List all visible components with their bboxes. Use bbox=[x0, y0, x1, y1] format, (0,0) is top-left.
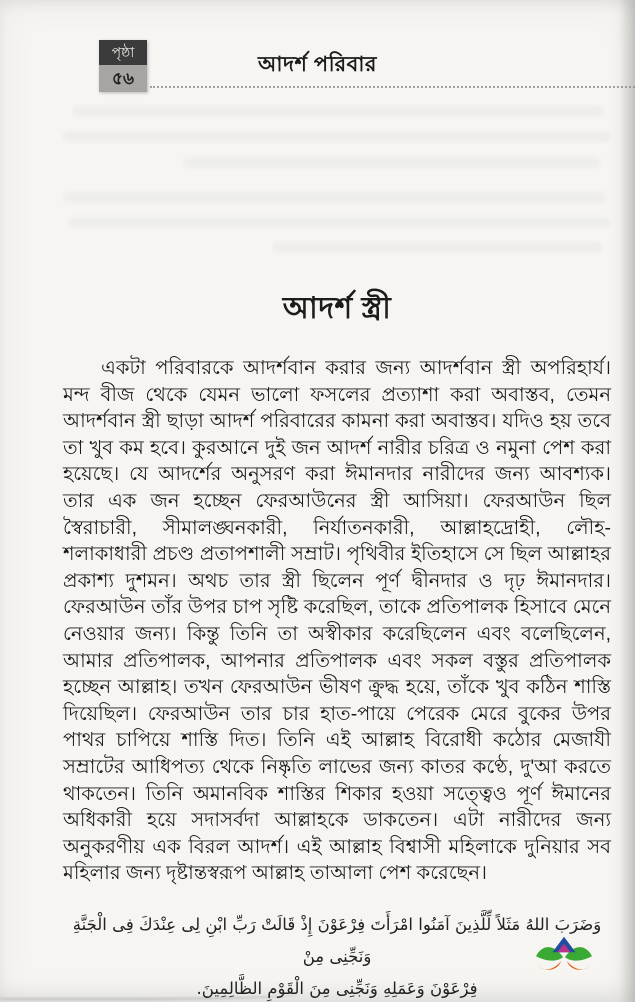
page-bleed-through bbox=[63, 100, 610, 260]
running-book-title: আদর্শ পরিবার bbox=[258, 53, 377, 76]
publisher-logo-icon bbox=[535, 934, 593, 986]
article-title: আদর্শ স্ত্রী bbox=[282, 292, 392, 325]
bleed-line bbox=[69, 217, 610, 228]
page-badge-label: পৃষ্ঠা bbox=[99, 40, 147, 65]
quran-verse-arabic bbox=[63, 909, 611, 1002]
article bbox=[63, 284, 611, 1002]
page-edge-shadow bbox=[619, 0, 635, 1002]
verse-line-2: فِرْعَوْنَ وَعَمَلِهِ وَنَجِّنِى مِنَ الْقَوْمِ الظَّالِمِينَ. bbox=[196, 978, 478, 998]
verse-line-1: وَضَرَبَ اللهُ مَثَلاً لِّلَّذِينَ آمَنُوا امْرَأَتَ فِرْعَوْنَ إِذْ قَالَتْ رَبِّ ابْنِ لِى عِنْدَكَ فِى الْجَنَّةِ وَنَجِّنِى مِنْ bbox=[72, 914, 602, 966]
bleed-line bbox=[63, 192, 606, 203]
bleed-line bbox=[63, 131, 610, 142]
header-dotted-rule bbox=[150, 86, 635, 88]
article-body-text: একটা পরিবারকে আদর্শবান করার জন্য আদর্শবান স্ত্রী অপরিহার্য। মন্দ বীজ থেকে যেমন ভালো ফসলের প্রত্যাশা করা অবাস্তব, তেমন আদর্শবান স্ত্রী ছাড়া আদর্শ পরিবারের কামনা করা অবাস্তব। যদিও হয় তবে তা খুব কম হবে। কুরআনে দুই জন আদর্শ নারীর চরিত্র ও নমুনা পেশ করা হয়েছে। যে আদর্শের অনুসরণ করা ঈমানদার নারীদের জন্য আবশ্যক। তার এক জন হচ্ছেন ফেরআউনের স্ত্রী আসিয়া। ফেরআউন ছিল স্বৈরাচারী, সীমালঙ্ঘনকারী, নির্যাতনকারী, আল্লাহদ্রোহী, লৌহ-শলাকাধারী প্রচণ্ড প্রতাপশালী সম্রাট। পৃথিবীর ইতিহাসে সে ছিল আল্লাহর প্রকাশ্য দুশমন। অথচ তার স্ত্রী ছিলেন পূর্ণ দ্বীনদার ও দৃঢ় ঈমানদার। ফেরআউন তাঁর উপর চাপ সৃষ্টি করেছিল, তাকে প্রতিপালক হিসাবে মেনে নেওয়ার জন্য। কিন্তু তিনি তা অস্বীকার করেছিলেন এবং বলেছিলেন, আমার প্রতিপালক, আপনার প্রতিপালক এবং সকল বস্তুর প্রতিপালক হচ্ছেন আল্লাহ। তখন ফেরআউন ভীষণ ক্রুদ্ধ হয়ে, তাঁকে খুব কঠিন শাস্তি দিয়েছিল। ফেরআউন তার চার হাত-পায়ে পেরেক মেরে বুকের উপর পাথর চাপিয়ে শাস্তি দিত। তিনি এই আল্লাহ বিরোধী কঠোর মেজাযী সম্রাটের আধিপত্য থেকে নিষ্কৃতি লাভের জন্য কাতর কণ্ঠে, দু'আ করতে থাকতেন। তিনি অমানবিক শাস্তির শিকার হওয়া সত্ত্বেও পূর্ণ ঈমানের অধিকারী হয়ে সদাসর্বদা আল্লাহকে ডাকতেন। এটা নারীদের জন্য অনুকরণীয় এক বিরল আদর্শ। এই আল্লাহ বিশ্বাসী মহিলাকে দুনিয়ার সব মহিলার জন্য দৃষ্টান্তস্বরূপ আল্লাহ তাআলা পেশ করেছেন। bbox=[63, 357, 611, 885]
bleed-line bbox=[273, 242, 602, 253]
bleed-line bbox=[183, 157, 600, 168]
bleed-line bbox=[73, 106, 604, 117]
page-number: ৫৬ bbox=[99, 65, 147, 92]
